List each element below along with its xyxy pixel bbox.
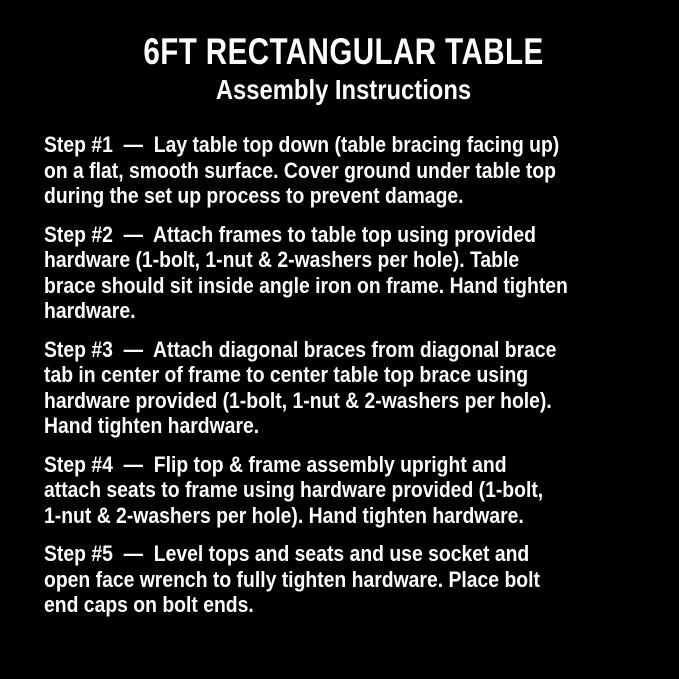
step-line: Step #1 — Lay table top down (table bracing facing up) — [44, 132, 560, 157]
step-5-paragraph — [44, 541, 643, 618]
step-line: hardware. — [44, 298, 136, 323]
step-line: 1-nut & 2-washers per hole). Hand tighten hardware. — [44, 502, 524, 528]
step-line: Step #3 — Attach diagonal braces from diagonal brace — [44, 336, 557, 362]
step-line: end caps on bolt ends. — [44, 592, 254, 617]
step-line: Hand tighten hardware. — [44, 413, 260, 438]
step-line: hardware (1-bolt, 1-nut & 2-washers per hole). Table — [44, 247, 520, 272]
step-2-paragraph — [44, 222, 643, 324]
step-line: tab in center of frame to center table top brace using — [44, 362, 529, 387]
step-line: attach seats to frame using hardware provided (1-bolt, — [44, 477, 544, 502]
step-line: Step #2 — Attach frames to table top using provided — [44, 221, 536, 247]
step-1-paragraph — [44, 132, 643, 209]
page-title: 6FT RECTANGULAR TABLE — [143, 31, 544, 72]
step-line: Step #4 — Flip top & frame assembly upright and — [44, 451, 507, 477]
step-3-paragraph — [44, 337, 643, 439]
page-subtitle: Assembly Instructions — [215, 74, 472, 105]
step-line: during the set up process to prevent damage. — [44, 183, 464, 208]
step-line: open face wrench to fully tighten hardware. Place bolt — [44, 566, 540, 592]
step-line: brace should sit inside angle iron on frame. Hand tighten — [44, 272, 568, 298]
step-line: hardware provided (1-bolt, 1-nut & 2-washers per hole). — [44, 387, 552, 413]
step-4-paragraph — [44, 452, 643, 529]
step-line: on a flat, smooth surface. Cover ground under table top — [44, 157, 557, 183]
step-line: Step #5 — Level tops and seats and use socket and — [44, 541, 530, 566]
